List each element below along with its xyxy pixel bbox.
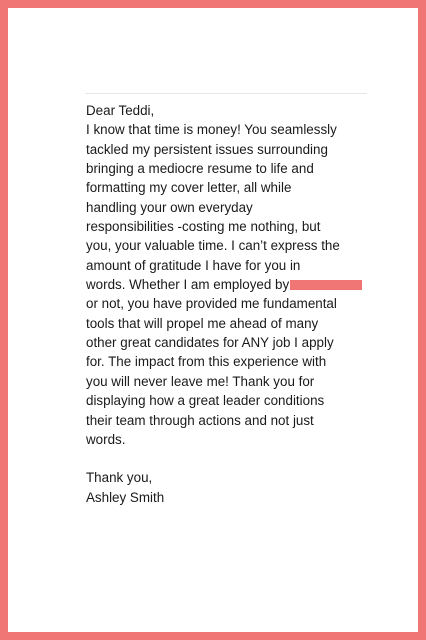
letter-line: their team through actions and not just xyxy=(86,412,314,428)
closing: Thank you, xyxy=(86,470,153,486)
greeting: Dear Teddi, xyxy=(86,103,155,118)
letter-line: you will never leave me! Thank you for xyxy=(86,373,315,389)
letter-line: handling your own everyday xyxy=(86,199,253,215)
letter-line: tools that will propel me ahead of many xyxy=(86,315,319,331)
top-divider xyxy=(85,93,367,94)
letter-line: I know that time is money! You seamlessly xyxy=(86,122,337,138)
letter-line: you, your valuable time. I can’t express the xyxy=(86,238,340,254)
letter-line-text: words. Whether I am employed by xyxy=(86,277,290,293)
letter-line: or not, you have provided me fundamental xyxy=(86,296,337,312)
letter-line: bringing a mediocre resume to life and xyxy=(86,161,314,177)
paragraph-gap xyxy=(86,449,376,468)
letter-line: displaying how a great leader conditions xyxy=(86,393,325,409)
letter-line-with-redaction xyxy=(86,275,376,294)
signature: Ashley Smith xyxy=(86,489,165,505)
redaction-mark xyxy=(290,280,362,290)
letter-line: responsibilities -costing me nothing, but xyxy=(86,219,321,235)
letter-line: tackled my persistent issues surrounding xyxy=(86,141,328,157)
letter-line: formatting my cover letter, all while xyxy=(86,180,292,196)
letter-line: amount of gratitude I have for you in xyxy=(86,257,301,273)
letter-line: words. xyxy=(86,431,126,447)
letter-body xyxy=(86,101,376,507)
letter-line: for. The impact from this experience with xyxy=(86,354,327,370)
letter-line: other great candidates for ANY job I apply xyxy=(86,335,334,351)
letter-page xyxy=(8,8,418,632)
